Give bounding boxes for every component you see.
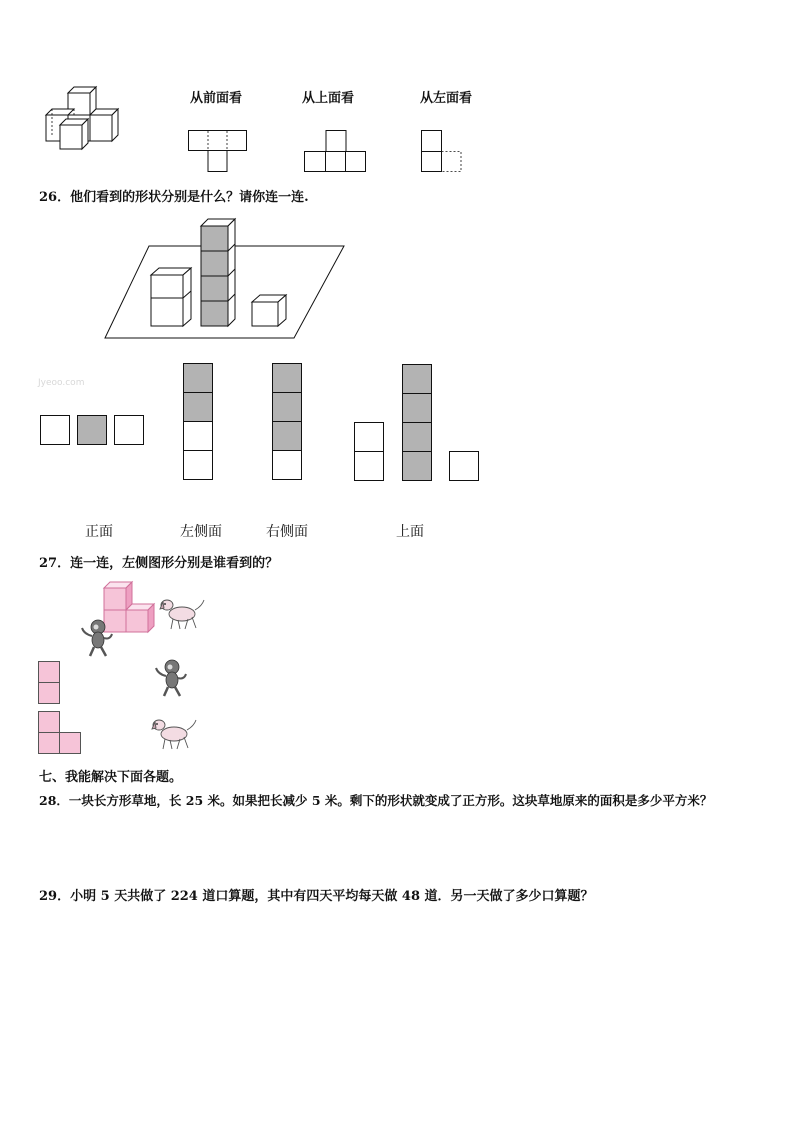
q28-text: 28．一块长方形草地，长 25 米。如果把长减少 5 米。剩下的形状就变成了正方形。这块草地原来的面积是多少平方米？ bbox=[39, 793, 713, 808]
monkey-icon bbox=[78, 618, 116, 658]
caption-top: 上面 bbox=[396, 524, 424, 540]
q26-text: 26．他们看到的形状分别是什么？请你连一连. bbox=[39, 190, 309, 205]
section-7-heading: 七、我能解决下面各题。 bbox=[39, 770, 183, 785]
dog-icon bbox=[150, 716, 200, 752]
q26-option-top bbox=[354, 364, 482, 484]
q27-text: 27．连一连，左侧图形分别是谁看到的？ bbox=[39, 556, 279, 571]
q29-text: 29．小明 5 天共做了 224 道口算题，其中有四天平均每天做 48 道．另一天做了多少口算题？ bbox=[39, 889, 594, 904]
left-view-shape bbox=[421, 130, 465, 174]
caption-left-side: 左侧面 bbox=[180, 524, 222, 540]
view-label-top: 从上面看 bbox=[302, 91, 355, 106]
watermark: Jyeoo.com bbox=[38, 378, 85, 388]
q26-option-left-side bbox=[183, 363, 215, 483]
monkey-icon bbox=[152, 658, 190, 698]
caption-front: 正面 bbox=[85, 524, 113, 540]
top-view-shape bbox=[304, 130, 368, 174]
dog-icon bbox=[158, 596, 208, 632]
view-label-left: 从左面看 bbox=[420, 91, 473, 106]
q27-shape-vertical bbox=[38, 661, 62, 707]
q27-shape-l bbox=[38, 711, 84, 757]
cube-arrangement-figure bbox=[40, 85, 140, 155]
view-label-front: 从前面看 bbox=[190, 91, 243, 106]
q26-option-front bbox=[40, 415, 146, 447]
q26-scene-figure bbox=[104, 218, 346, 342]
q26-option-right-side bbox=[272, 363, 304, 483]
caption-right-side: 右侧面 bbox=[266, 524, 308, 540]
front-view-shape bbox=[188, 130, 248, 174]
